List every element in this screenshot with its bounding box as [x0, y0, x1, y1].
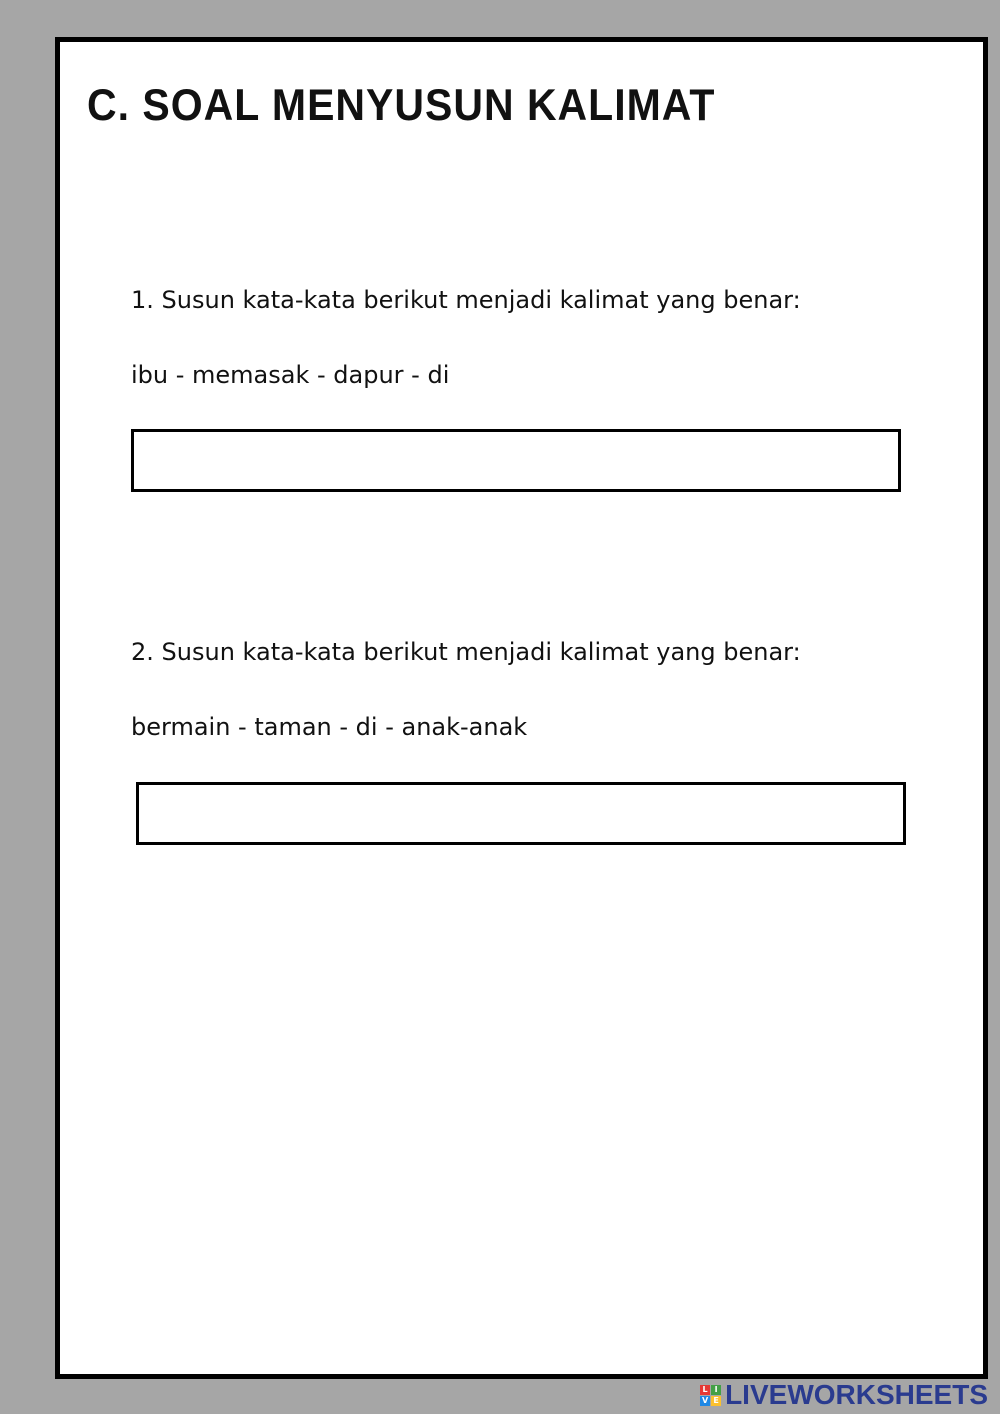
logo-letter-v: V: [701, 1395, 709, 1405]
question-2-answer-box[interactable]: [136, 782, 906, 845]
logo-letter-i: I: [711, 1385, 721, 1395]
question-1-prompt: 1. Susun kata-kata berikut menjadi kalimat yang benar:: [131, 286, 801, 314]
worksheet-page: [55, 37, 988, 1379]
liveworksheets-watermark: [700, 1379, 988, 1411]
liveworksheets-text: LIVEWORKSHEETS: [725, 1379, 988, 1410]
question-2-prompt: 2. Susun kata-kata berikut menjadi kalimat yang benar:: [131, 638, 801, 666]
liveworksheets-logo-icon: [700, 1385, 721, 1406]
worksheet-title: C. SOAL MENYUSUN KALIMAT: [87, 80, 716, 130]
question-1-answer-box[interactable]: [131, 429, 901, 492]
logo-letter-l: L: [700, 1385, 710, 1395]
logo-letter-e: E: [711, 1396, 721, 1406]
question-1-words: ibu - memasak - dapur - di: [131, 361, 450, 389]
question-2-words: bermain - taman - di - anak-anak: [131, 713, 528, 741]
